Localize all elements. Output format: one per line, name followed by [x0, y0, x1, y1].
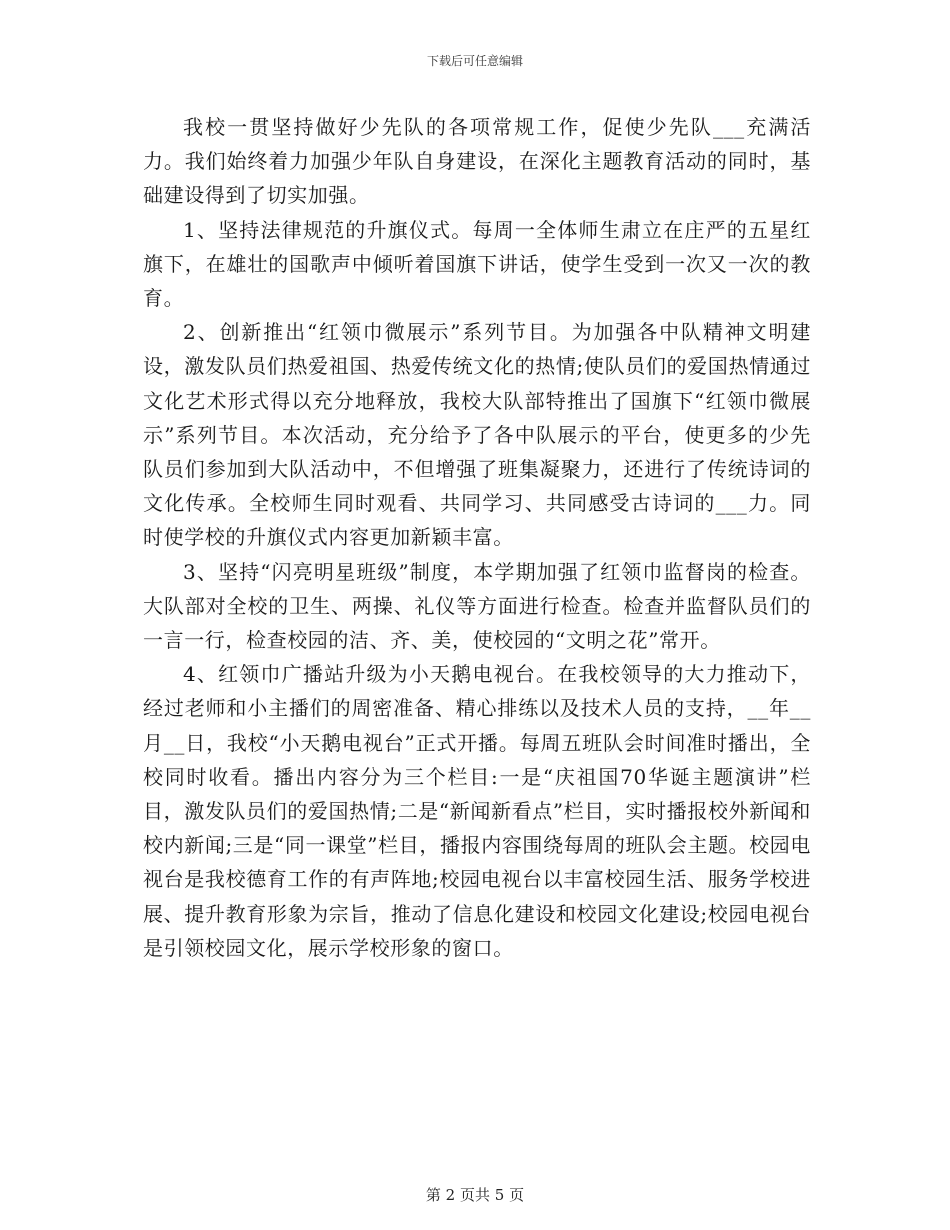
paragraph-item-3: 3、坚持“闪亮明星班级”制度，本学期加强了红领巾监督岗的检查。大队部对全校的卫生、两操、礼仪等方面进行检查。检查并监督队员们的一言一行，检查校园的洁、齐、美，使校园的“文明之花”常开。 — [143, 559, 811, 653]
page-header: 下载后可任意编辑 — [426, 54, 523, 68]
paragraph-intro: 我校一贯坚持做好少先队的各项常规工作，促使少先队___充满活力。我们始终着力加强少年队自身建设，在深化主题教育活动的同时，基础建设得到了切实加强。 — [143, 115, 811, 208]
document-body — [143, 110, 811, 965]
paragraph-item-4: 4、红领巾广播站升级为小天鹅电视台。在我校领导的大力推动下，经过老师和小主播们的周密准备、精心排练以及技术人员的支持，__年__月__日，我校“小天鹅电视台”正式开播。每周五班队会时间准时播出，全校同时收看。播出内容分为三个栏目:一是“庆祖国70华诞主题演讲”栏目，激发队员们的爱国热情;二是“新闻新看点”栏目，实时播报校外新闻和校内新闻;三是“同一课堂”栏目，播报内容围绕每周的班队会主题。校园电视台是我校德育工作的有声阵地;校园电视台以丰富校园生活、服务学校进展、提升教育形象为宗旨，推动了信息化建设和校园文化建设;校园电视台是引领校园文化，展示学校形象的窗口。 — [143, 662, 811, 960]
paragraph-item-1: 1、坚持法律规范的升旗仪式。每周一全体师生肃立在庄严的五星红旗下，在雄壮的国歌声中倾听着国旗下讲话，使学生受到一次又一次的教育。 — [143, 217, 811, 311]
page-footer: 第 2 页共 5 页 — [425, 1186, 525, 1204]
paragraph-item-2: 2、创新推出“红领巾微展示”系列节目。为加强各中队精神文明建设，激发队员们热爱祖国、热爱传统文化的热情;使队员们的爱国热情通过文化艺术形式得以充分地释放，我校大队部特推出了国旗下“红领巾微展示”系列节目。本次活动，充分给予了各中队展示的平台，使更多的少先队员们参加到大队活动中，不但增强了班集凝聚力，还进行了传统诗词的文化传承。全校师生同时观看、共同学习、共同感受古诗词的___力。同时使学校的升旗仪式内容更加新颖丰富。 — [143, 320, 811, 550]
